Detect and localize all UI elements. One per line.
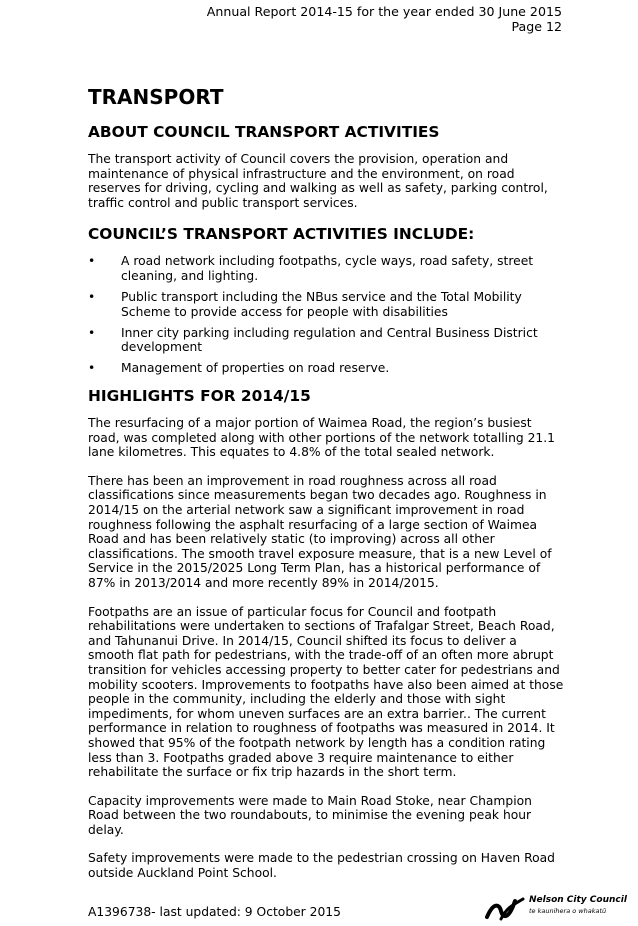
list-item — [88, 361, 566, 376]
page-title: TRANSPORT — [88, 85, 224, 109]
highlights-paragraph: There has been an improvement in road roughness across all road classifications since measurements began two decades ago. Roughness in 2014/15 on the arterial network saw a significant improvement in road roughness following the asphalt resurfacing of a large section of Waimea Road and has been relatively static (to improving) across all other classifications. The smooth travel exposure measure, that is a new Level of Service in the 2015/2025 Long Term Plan, has a historical performance of 87% in 2013/2014 and more recently 89% in 2014/2015. — [88, 473, 552, 590]
highlights-paragraph: The resurfacing of a major portion of Waimea Road, the region’s busiest road, was completed along with other portions of the network totalling 21.1 lane kilometres. This equates to 4.8% of the total sealed network. — [88, 416, 555, 460]
highlights-paragraph: Safety improvements were made to the pedestrian crossing on Haven Road outside Auckland Point School. — [88, 851, 555, 881]
about-heading: ABOUT COUNCIL TRANSPORT ACTIVITIES — [88, 123, 440, 141]
nelson-wave-logo-icon — [485, 893, 527, 923]
highlights-paragraph: Capacity improvements were made to Main Road Stoke, near Champion Road between the two roundabouts, to minimise the evening peak hour delay. — [88, 793, 532, 837]
bullet-icon: • — [88, 254, 96, 269]
activities-heading: COUNCIL’S TRANSPORT ACTIVITIES INCLUDE: — [88, 225, 475, 244]
page-header — [207, 4, 562, 34]
list-item — [88, 326, 566, 355]
list-item-text: Inner city parking including regulation and Central Business District development — [121, 325, 538, 355]
bullet-icon: • — [88, 325, 96, 340]
council-logo — [485, 893, 635, 923]
logo-tagline: te kaunihera o whakatū — [529, 907, 607, 915]
highlights-heading: HIGHLIGHTS FOR 2014/15 — [88, 387, 311, 406]
report-title-line: Annual Report 2014-15 for the year ended 30 June 2015 — [206, 4, 562, 19]
highlights-paragraph: Footpaths are an issue of particular focus for Council and footpath rehabilitations were undertaken to sections of Trafalgar Street, Beach Road, and Tahunanui Drive. In 2014/15, Council shifted its focus to deliver a smooth flat path for pedestrians, with the trade-off of an often more abrupt transition for vehicles accessing property to better cater for pedestrians and mobility scooters. Improvements to footpaths have also been aimed at those people in the community, including the elderly and those with sight impediments, for whom uneven surfaces are an extra barrier.. The current performance in relation to roughness of footpaths was measured in 2014. It showed that 95% of the footpath network by length has a condition rating less than 3. Footpaths graded above 3 require maintenance to either rehabilitate the surface or fix trip hazards in the short term. — [88, 604, 564, 780]
about-paragraph: The transport activity of Council covers the provision, operation and maintenance of physical infrastructure and the environment, on road reserves for driving, cycling and walking as well as safety, parking control, traffic control and public transport services. — [88, 152, 548, 210]
bullet-icon: • — [88, 290, 96, 305]
list-item-text: Management of properties on road reserve. — [121, 361, 390, 376]
list-item — [88, 290, 566, 319]
activities-list — [88, 254, 566, 376]
list-item — [88, 254, 566, 283]
list-item-text: Public transport including the NBus service and the Total Mobility Scheme to provide access for people with disabilities — [121, 290, 522, 319]
main-content — [88, 84, 566, 895]
page-number: Page 12 — [511, 19, 562, 34]
list-item-text: A road network including footpaths, cycle ways, road safety, street cleaning, and lighting. — [121, 254, 534, 283]
bullet-icon: • — [88, 361, 96, 376]
logo-name: Nelson City Council — [529, 895, 627, 905]
document-reference: A1396738- last updated: 9 October 2015 — [88, 905, 341, 919]
